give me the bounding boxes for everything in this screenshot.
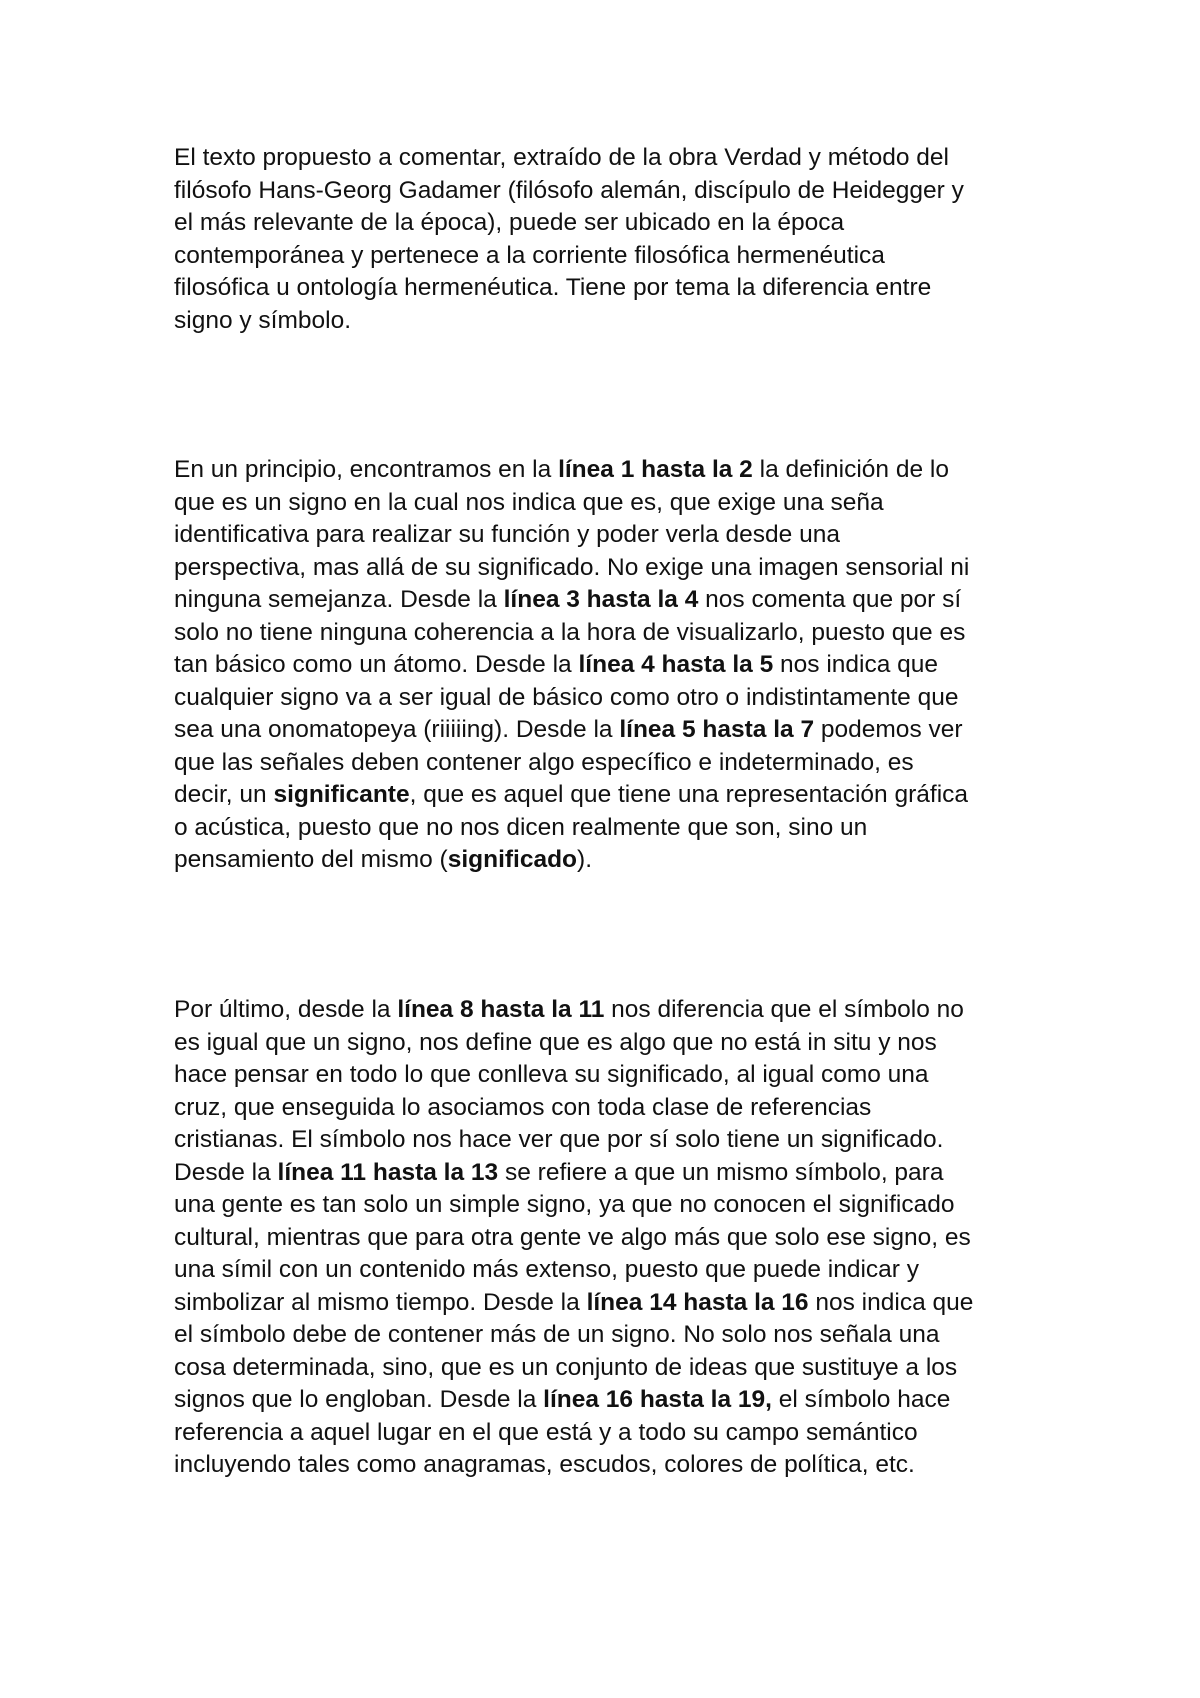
text-run: El texto propuesto a comentar, extraído de la obra Verdad y método del filósofo Hans-Georg Gadamer (filósofo alemán, discípulo de Heidegger y el más relevante de la época), puede ser ubicado en la época contemporánea y pertenece a la corriente filosófica hermenéutica filosófica u ontología hermenéutica. Tiene por tema la diferencia entre signo y símbolo. xyxy=(174,144,964,334)
text-run: , que es aquel que tiene una representación gráfica o acústica, puesto que no nos dicen realmente que son, sino un pensamiento del mismo ( xyxy=(174,781,969,873)
bold-reference: línea 1 hasta la 2 xyxy=(558,456,753,483)
bold-reference: significado xyxy=(447,846,578,873)
text-run: nos comenta que por sí solo no tiene ninguna coherencia a la hora de visualizarlo, puesto que es tan básico como un átomo. Desde la xyxy=(174,586,966,678)
paragraph-introduction xyxy=(174,142,1074,337)
bold-reference: línea 4 hasta la 5 xyxy=(578,651,774,678)
bold-reference: línea 11 hasta la 13 xyxy=(277,1158,499,1186)
bold-reference: línea 16 hasta la 19, xyxy=(543,1386,772,1413)
text-run: se refiere a que un mismo símbolo, para una gente es tan solo un simple signo, ya que no conocen el significado cultural, mientras que para otra gente ve algo más que solo ese signo, es una símil con un contenido más extenso, puesto que puede indicar y simbolizar al mismo tiempo. Desde la xyxy=(174,1158,971,1316)
bold-reference: línea 14 hasta la 16 xyxy=(586,1288,809,1316)
text-run: nos diferencia que el símbolo no es igual que un signo, nos define que es algo que no está in situ y nos hace pensar en todo lo que conlleva su significado, al igual como una cruz, que enseguida lo asociamos con toda clase de referencias cristianas. El símbolo nos hace ver que por sí solo tiene un significado. Desde la xyxy=(174,996,964,1186)
bold-reference: línea 5 hasta la 7 xyxy=(619,716,815,743)
text-run: En un principio, encontramos en la xyxy=(174,456,559,483)
text-run: nos indica que el símbolo debe de contener más de un signo. No solo nos señala una cosa determinada, sino, que es un conjunto de ideas que sustituye a los signos que lo engloban. Desde la xyxy=(174,1288,974,1413)
bold-reference: línea 3 hasta la 4 xyxy=(503,586,699,613)
text-run: el símbolo hace referencia a aquel lugar en el que está y a todo su campo semántico incluyendo tales como anagramas, escudos, colores de política, etc. xyxy=(174,1386,951,1478)
paragraph-sign-analysis xyxy=(174,454,1074,877)
text-run: nos indica que cualquier signo va a ser igual de básico como otro o indistintamente que sea una onomatopeya (riiiiing). Desde la xyxy=(174,651,959,743)
text-run: Por último, desde la xyxy=(174,996,398,1023)
text-run: la definición de lo que es un signo en la cual nos indica que es, que exige una seña identificativa para realizar su función y poder verla desde una perspectiva, mas allá de su significado. No exige una imagen sensorial ni ninguna semejanza. Desde la xyxy=(174,456,970,613)
text-run: ). xyxy=(577,846,592,873)
bold-reference: significante xyxy=(273,781,410,808)
paragraph-symbol-analysis xyxy=(174,994,1074,1482)
bold-reference: línea 8 hasta la 11 xyxy=(397,996,605,1023)
text-run: podemos ver que las señales deben contener algo específico e indeterminado, es decir, un xyxy=(174,716,963,808)
